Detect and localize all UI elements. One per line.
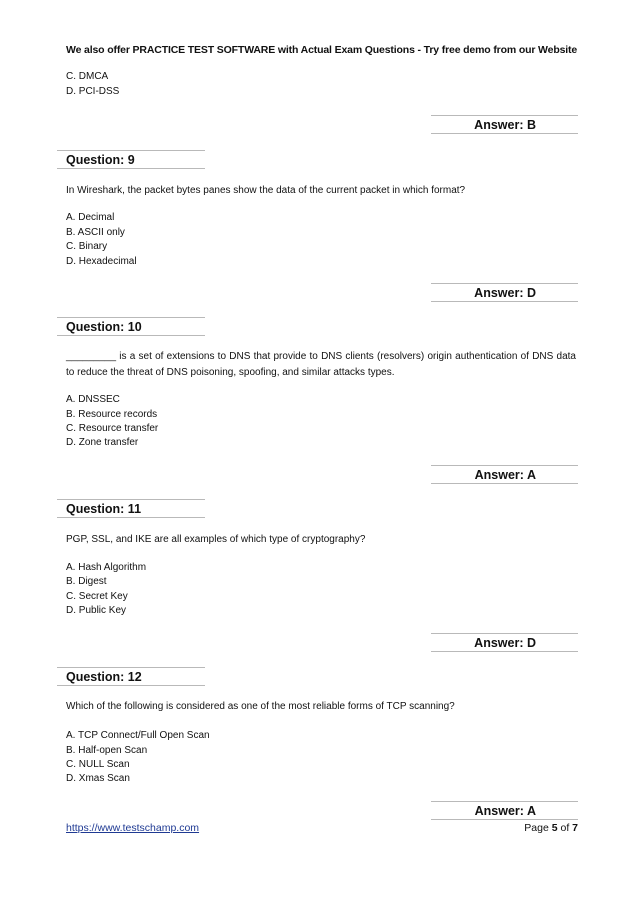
option-b: B. ASCII only (66, 227, 125, 238)
question-heading (57, 667, 205, 686)
answer-box (431, 465, 578, 484)
answer-label: Answer: A (474, 804, 536, 818)
page-header-banner: We also offer PRACTICE TEST SOFTWARE with Actual Exam Questions - Try free demo from our Website (66, 44, 578, 56)
question-heading (57, 317, 205, 336)
answer-box (431, 283, 578, 302)
answer-label: Answer: D (474, 636, 536, 650)
option-a: A. TCP Connect/Full Open Scan (66, 730, 210, 741)
option-c: C. Binary (66, 241, 108, 252)
page-prefix: Page (524, 822, 552, 834)
question-heading (57, 150, 205, 169)
question-text: _________ is a set of extensions to DNS that provide to DNS clients (resolvers) origin authentication of DNS data to reduce the threat of DNS poisoning, spoofing, and similar attacks types. (66, 351, 576, 378)
page-number (524, 822, 578, 834)
option-c: C. DMCA (66, 71, 109, 82)
option-a: A. Hash Algorithm (66, 562, 147, 573)
answer-box (431, 801, 578, 820)
option-a: A. DNSSEC (66, 394, 120, 405)
option-d: D. Hexadecimal (66, 256, 137, 267)
option-c: C. NULL Scan (66, 759, 130, 770)
question-text: PGP, SSL, and IKE are all examples of which type of cryptography? (66, 534, 366, 545)
answer-box (431, 115, 578, 134)
page-current: 5 (551, 822, 558, 834)
option-d: D. Public Key (66, 605, 127, 616)
option-b: B. Digest (66, 576, 107, 587)
option-d: D. PCI-DSS (66, 86, 120, 97)
question-title: Question: 10 (66, 320, 142, 334)
option-d: D. Zone transfer (66, 437, 139, 448)
question-text: Which of the following is considered as one of the most reliable forms of TCP scanning? (66, 701, 455, 712)
answer-label: Answer: B (474, 118, 536, 132)
option-d: D. Xmas Scan (66, 773, 130, 784)
page-separator: of (557, 822, 573, 834)
option-b: B. Resource records (66, 409, 158, 420)
option-c: C. Secret Key (66, 591, 128, 602)
answer-label: Answer: D (474, 286, 536, 300)
question-title: Question: 11 (66, 502, 142, 516)
option-b: B. Half-open Scan (66, 745, 148, 756)
website-link[interactable]: https://www.testschamp.com (66, 822, 200, 834)
answer-box (431, 633, 578, 652)
question-title: Question: 12 (66, 670, 142, 684)
answer-label: Answer: A (474, 468, 536, 482)
option-c: C. Resource transfer (66, 423, 159, 434)
option-a: A. Decimal (66, 212, 115, 223)
question-heading (57, 499, 205, 518)
page-total: 7 (572, 822, 578, 834)
question-title: Question: 9 (66, 153, 135, 167)
question-text: In Wireshark, the packet bytes panes show the data of the current packet in which format? (66, 185, 466, 196)
